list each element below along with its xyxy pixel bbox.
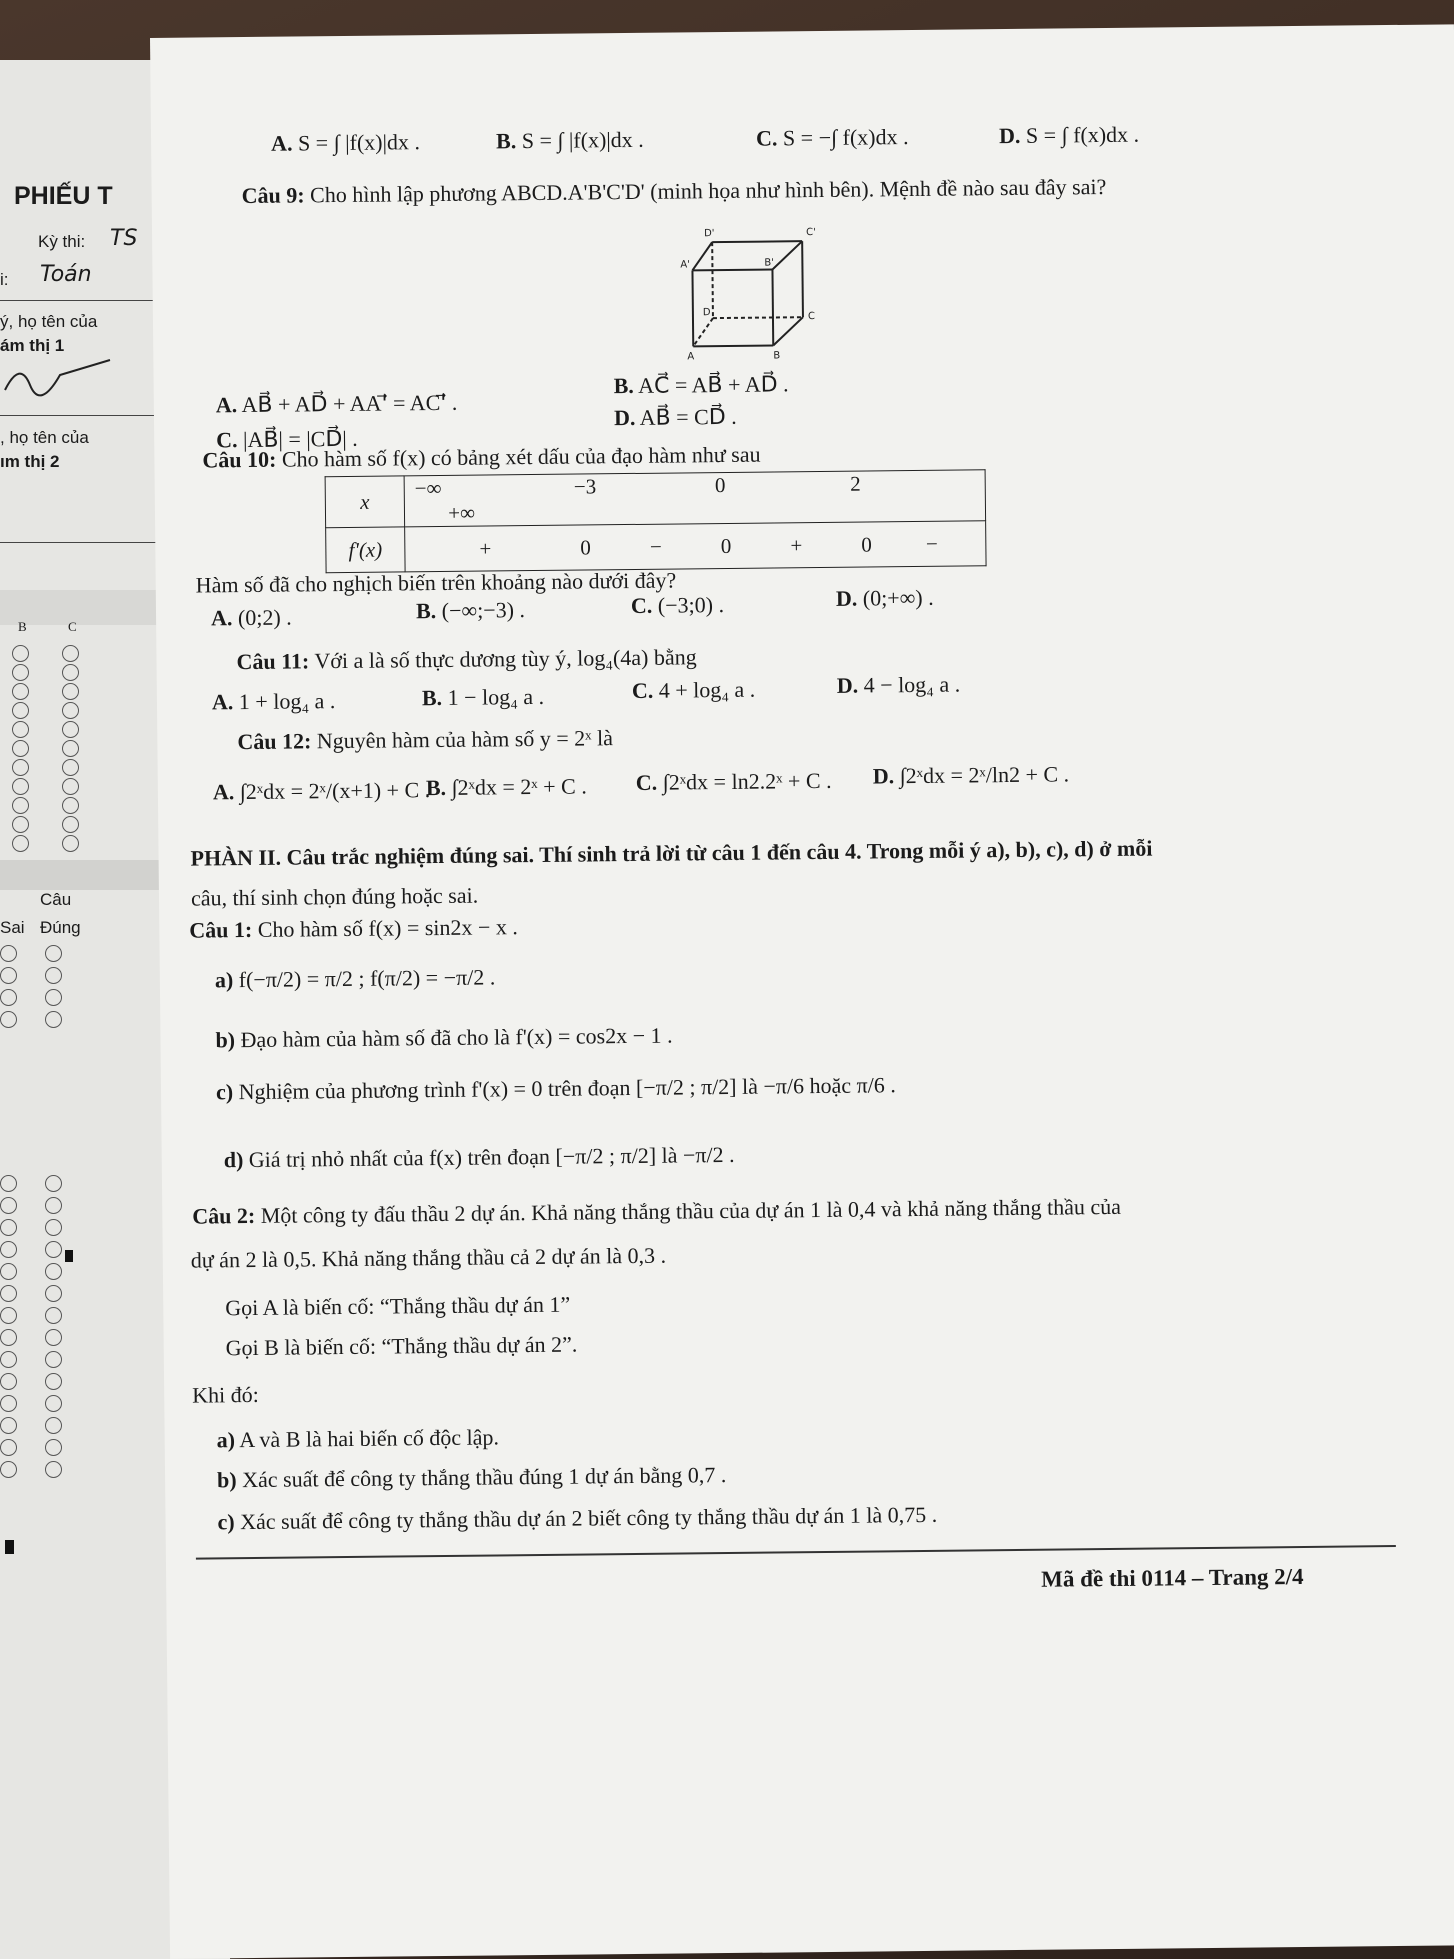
- q11-number: Câu 11:: [236, 648, 310, 675]
- q12-option-d-text: ∫2ˣdx = 2ˣ/ln2 + C .: [899, 761, 1070, 789]
- answer-bubble[interactable]: [62, 721, 79, 738]
- answer-bubble[interactable]: [0, 1417, 17, 1434]
- q8-option-d-label: D.: [998, 122, 1021, 149]
- p2q1-d: [224, 1142, 735, 1173]
- q12-option-a: [213, 777, 431, 805]
- answer-bubble[interactable]: [12, 740, 29, 757]
- answer-bubble[interactable]: [62, 702, 79, 719]
- answer-bubble[interactable]: [62, 797, 79, 814]
- q10-option-b-text: (−∞;−3) .: [441, 597, 526, 623]
- exam-label: Kỳ thi:: [38, 232, 86, 251]
- p2q2-c-label: c): [217, 1509, 235, 1535]
- exam-page: [150, 24, 1454, 1959]
- answer-sheet-title: PHIẾU T: [14, 182, 113, 210]
- q10-option-c-label: C.: [630, 592, 653, 618]
- answer-bubble[interactable]: [0, 1011, 17, 1028]
- q9-option-d-text: AB⃗ = CD⃗ .: [639, 403, 737, 430]
- answer-bubble[interactable]: [45, 1307, 62, 1324]
- column-header-b: B: [18, 619, 27, 634]
- answer-bubble[interactable]: [0, 1263, 17, 1280]
- cau-column-header: Câu: [40, 890, 72, 909]
- sign-value: 0: [861, 531, 872, 557]
- p2q1-c-text: Nghiệm của phương trình f'(x) = 0 trên đoạn [−π/2 ; π/2] là −π/6 hoặc π/6 .: [238, 1072, 896, 1105]
- q10-question: Hàm số đã cho nghịch biến trên khoảng nào dưới đây?: [195, 567, 677, 598]
- q12-option-a-label: A.: [212, 779, 235, 805]
- q8-option-d-text: S = ∫ f(x)dx .: [1025, 121, 1140, 148]
- footer-rule: [196, 1545, 1396, 1560]
- q9-stem: [242, 174, 1107, 208]
- x-value: −3: [573, 474, 597, 499]
- answer-bubble[interactable]: [12, 645, 29, 662]
- column-header-c: C: [68, 619, 77, 634]
- cube-figure: [672, 221, 833, 363]
- part2-heading: PHÀN II. Câu trắc nghiệm đúng sai. Thí sinh trả lời từ câu 1 đến câu 4. Trong mỗi ý a), b), c), d) ở mỗi: [190, 835, 1153, 871]
- q9-option-d: [614, 404, 737, 431]
- q9-number: Câu 9:: [241, 182, 305, 209]
- answer-bubble[interactable]: [12, 778, 29, 795]
- signature-1: [0, 350, 120, 420]
- q11-option-d-text: 4 − log₄ a .: [863, 671, 961, 698]
- cube-label-b-prime: B': [764, 257, 775, 269]
- p2q2-text-cont: dự án 2 là 0,5. Khả năng thắng thầu cả 2 dự án là 0,3 .: [190, 1242, 667, 1273]
- q8-option-b-text: S = ∫ |f(x)|dx .: [521, 126, 644, 154]
- q9-option-c-label: C.: [216, 427, 238, 453]
- q9-option-a-label: A.: [215, 392, 238, 418]
- x-value: 2: [850, 471, 861, 496]
- answer-bubble[interactable]: [0, 1329, 17, 1346]
- subject-label: i:: [0, 270, 9, 289]
- p2q2-event-b: Gọi B là biến cố: “Thắng thầu dự án 2”.: [225, 1331, 578, 1361]
- timing-mark: [5, 1540, 14, 1554]
- footer-page-code: Mã đề thi 0114 – Trang 2/4: [1041, 1564, 1304, 1592]
- answer-bubble[interactable]: [62, 664, 79, 681]
- q9-option-a: [216, 390, 458, 418]
- q11-option-c-label: C.: [631, 677, 654, 703]
- answer-bubble[interactable]: [62, 778, 79, 795]
- q8-option-a-label: A.: [270, 130, 293, 156]
- q10-option-a-text: (0;2) .: [237, 604, 292, 631]
- q12-option-b-label: B.: [425, 774, 447, 801]
- answer-bubble[interactable]: [12, 835, 29, 852]
- cube-label-c-prime: C': [806, 227, 816, 239]
- q11-option-b-text: 1 − log₄ a .: [447, 683, 545, 710]
- p2q2-b: [217, 1462, 727, 1493]
- q12-option-c-text: ∫2ˣdx = ln2.2ˣ + C .: [662, 767, 832, 795]
- q8-option-c-text: S = −∫ f(x)dx .: [782, 124, 909, 151]
- answer-bubble[interactable]: [0, 1219, 17, 1236]
- q8-option-c-label: C.: [755, 125, 778, 151]
- p2q1-a-label: a): [214, 967, 234, 993]
- answer-bubble[interactable]: [0, 1461, 17, 1478]
- timing-mark: [65, 1250, 73, 1262]
- p2q2-text: Một công ty đấu thầu 2 dự án. Khả năng thắng thầu của dự án 1 là 0,4 và khả năng thắng thầu của: [260, 1193, 1122, 1228]
- p2q1-b: [215, 1023, 672, 1053]
- x-value: 0: [714, 472, 726, 498]
- q9-option-b: [614, 371, 789, 398]
- q12-option-d-label: D.: [872, 763, 895, 789]
- answer-bubble[interactable]: [0, 1197, 17, 1214]
- answer-bubble[interactable]: [45, 1241, 62, 1258]
- q11-option-c: [632, 677, 756, 704]
- q12-text: Nguyên hàm của hàm số y = 2ˣ là: [316, 725, 614, 754]
- p2q1-a: [215, 964, 496, 992]
- q10-option-b: [416, 597, 525, 623]
- answer-bubble[interactable]: [12, 816, 29, 833]
- p2q2-stem: [192, 1194, 1121, 1229]
- q8-option-a: [271, 129, 420, 156]
- part2-heading-cont: câu, thí sinh chọn đúng hoặc sai.: [190, 882, 479, 911]
- sign-table-derivative-header: f'(x): [326, 527, 405, 573]
- examiner-2-label: ım thị 2: [0, 452, 60, 471]
- answer-bubble[interactable]: [0, 1241, 17, 1258]
- answer-bubble[interactable]: [12, 664, 29, 681]
- q11-option-b-label: B.: [421, 684, 443, 711]
- answer-bubble[interactable]: [45, 1373, 62, 1390]
- p2q1-number: Câu 1:: [189, 916, 253, 943]
- answer-bubble[interactable]: [45, 989, 62, 1006]
- sign-table: [325, 469, 987, 573]
- p2q1-c-label: c): [215, 1079, 234, 1105]
- q11-option-b: [422, 684, 544, 711]
- p2q1-text: Cho hàm số f(x) = sin2x − x .: [257, 914, 519, 942]
- q9-option-b-label: B.: [613, 372, 634, 399]
- q12-option-b: [426, 773, 587, 800]
- p2q1-stem: [189, 914, 518, 943]
- q9-option-d-label: D.: [613, 404, 636, 431]
- answer-bubble[interactable]: [45, 1461, 62, 1478]
- p2q2-khi-do: Khi đó:: [192, 1381, 259, 1408]
- q10-option-a: [211, 605, 292, 631]
- answer-bubble[interactable]: [45, 1011, 62, 1028]
- p2q2-event-a: Gọi A là biến cố: “Thắng thầu dự án 1”: [225, 1291, 571, 1321]
- answer-bubble[interactable]: [0, 1285, 17, 1302]
- p2q1-a-text: f(−π/2) = π/2 ; f(π/2) = −π/2 .: [238, 964, 496, 993]
- p2q1-c: [216, 1072, 896, 1104]
- divider: [0, 300, 170, 301]
- answer-bubble[interactable]: [45, 1197, 62, 1214]
- sign-table-x-header: x: [325, 476, 405, 528]
- q9-option-a-text: AB⃗ + AD⃗ + AA'⃗ = AC'⃗ .: [241, 389, 458, 418]
- q9-option-b-text: AC⃗ = AB⃗ + AD⃗ .: [638, 371, 789, 398]
- examiner-1-name-label: ý, họ tên của: [0, 312, 98, 331]
- q10-stem: [202, 442, 760, 473]
- q12-option-b-text: ∫2ˣdx = 2ˣ + C .: [451, 773, 587, 800]
- answer-bubble[interactable]: [45, 1395, 62, 1412]
- examiner-2-name-label: , họ tên của: [0, 428, 89, 447]
- q12-stem: [237, 725, 613, 754]
- q10-option-c: [631, 592, 724, 618]
- q10-option-d-label: D.: [835, 585, 858, 611]
- true-column-header: Đúng: [40, 918, 81, 937]
- q12-option-a-text: ∫2ˣdx = 2ˣ/(x+1) + C .: [239, 777, 431, 805]
- sign-value: +: [790, 532, 803, 557]
- q11-option-d: [837, 672, 961, 699]
- p2q2-number: Câu 2:: [192, 1202, 256, 1229]
- p2q1-b-label: b): [215, 1027, 236, 1053]
- answer-bubble[interactable]: [45, 1351, 62, 1368]
- false-column-header: Sai: [0, 918, 25, 937]
- answer-bubble[interactable]: [45, 1175, 62, 1192]
- cube-label-c: C: [807, 311, 815, 323]
- answer-bubble[interactable]: [0, 1373, 17, 1390]
- answer-bubble[interactable]: [45, 967, 62, 984]
- answer-bubble[interactable]: [45, 1219, 62, 1236]
- q9-text: Cho hình lập phương ABCD.A'B'C'D' (minh họa như hình bên). Mệnh đề nào sau đây sai?: [309, 173, 1107, 208]
- q12-option-d: [873, 761, 1070, 788]
- q8-option-b-label: B.: [495, 128, 517, 154]
- sign-value: +: [479, 535, 492, 561]
- answer-bubble[interactable]: [45, 1439, 62, 1456]
- answer-bubble[interactable]: [62, 835, 79, 852]
- cube-label-d-prime: D': [704, 228, 715, 240]
- q11-option-a-text: 1 + log₄ a .: [238, 688, 336, 715]
- answer-bubble[interactable]: [62, 759, 79, 776]
- answer-bubble[interactable]: [62, 645, 79, 662]
- answer-bubble[interactable]: [45, 1263, 62, 1280]
- answer-bubble[interactable]: [12, 797, 29, 814]
- cube-label-a: A: [687, 351, 695, 363]
- q10-option-a-label: A.: [210, 605, 233, 631]
- answer-bubble[interactable]: [12, 721, 29, 738]
- q12-number: Câu 12:: [237, 728, 312, 755]
- q11-option-a: [212, 688, 336, 715]
- cube-label-a-prime: A': [680, 259, 691, 271]
- x-value: −∞: [414, 475, 442, 501]
- answer-bubble[interactable]: [45, 945, 62, 962]
- q10-number: Câu 10:: [202, 446, 277, 473]
- answer-bubble[interactable]: [12, 683, 29, 700]
- sign-value: −: [925, 531, 938, 556]
- answer-bubble[interactable]: [45, 1417, 62, 1434]
- p2q1-d-label: d): [223, 1147, 244, 1173]
- answer-bubble[interactable]: [62, 816, 79, 833]
- answer-bubble[interactable]: [0, 1307, 17, 1324]
- q11-option-d-label: D.: [836, 672, 859, 698]
- q9-option-c-text: |AB⃗| = |CD⃗| .: [242, 425, 358, 453]
- q11-text: Với a là số thực dương tùy ý, log₄(4a) bằng: [314, 644, 697, 674]
- q10-text: Cho hàm số f(x) có bảng xét dấu của đạo hàm như sau: [281, 441, 761, 472]
- sign-table-x-row: [404, 470, 986, 527]
- answer-bubble[interactable]: [0, 1395, 17, 1412]
- subject-handwritten: Toán: [40, 262, 92, 287]
- examiner-1-label: ám thị 1: [0, 336, 65, 355]
- sign-value: −: [649, 534, 662, 559]
- x-value: +∞: [448, 500, 476, 525]
- exam-handwritten: TS: [110, 226, 138, 251]
- answer-bubble[interactable]: [12, 759, 29, 776]
- q10-option-d: [836, 585, 934, 611]
- answer-bubble[interactable]: [45, 1329, 62, 1346]
- q8-option-c: [756, 124, 909, 151]
- p2q2-a: [217, 1424, 500, 1452]
- q10-option-b-label: B.: [415, 598, 437, 624]
- p2q1-d-text: Giá trị nhỏ nhất của f(x) trên đoạn [−π/2 ; π/2] là −π/2 .: [248, 1141, 735, 1173]
- cube-label-d: D: [702, 307, 711, 319]
- q10-option-c-text: (−3;0) .: [657, 592, 725, 618]
- q12-option-c-label: C.: [635, 769, 658, 795]
- answer-bubble[interactable]: [0, 1175, 17, 1192]
- cube-label-b: B: [773, 350, 781, 362]
- p2q1-b-text: Đạo hàm của hàm số đã cho là f'(x) = cos2x − 1 .: [240, 1022, 673, 1053]
- q8-option-a-text: S = ∫ |f(x)|dx .: [297, 129, 421, 156]
- answer-bubble[interactable]: [0, 945, 17, 962]
- answer-bubble[interactable]: [62, 683, 79, 700]
- q11-option-c-text: 4 + log₄ a .: [658, 676, 756, 703]
- sign-value: 0: [580, 534, 591, 560]
- p2q2-c: [217, 1502, 937, 1535]
- answer-bubble[interactable]: [45, 1285, 62, 1302]
- answer-bubble[interactable]: [12, 702, 29, 719]
- sign-value: 0: [720, 533, 732, 558]
- p2q2-b-label: b): [216, 1467, 237, 1493]
- answer-bubble[interactable]: [0, 967, 17, 984]
- q11-option-a-label: A.: [211, 689, 234, 715]
- p2q2-b-text: Xác suất để công ty thắng thầu đúng 1 dự án bằng 0,7 .: [242, 1462, 727, 1493]
- answer-bubble[interactable]: [0, 989, 17, 1006]
- answer-bubble[interactable]: [0, 1351, 17, 1368]
- q8-option-b: [496, 127, 644, 154]
- q11-stem: [236, 644, 696, 674]
- q12-option-c: [636, 768, 832, 795]
- sign-table-derivative-row: [405, 521, 986, 572]
- q8-option-d: [999, 122, 1139, 149]
- p2q2-a-label: a): [216, 1427, 236, 1453]
- q10-option-d-text: (0;+∞) .: [862, 584, 934, 611]
- answer-bubble[interactable]: [62, 740, 79, 757]
- p2q2-a-text: A và B là hai biến cố độc lập.: [239, 1424, 500, 1453]
- answer-bubble[interactable]: [0, 1439, 17, 1456]
- p2q2-c-text: Xác suất để công ty thắng thầu dự án 2 biết công ty thắng thầu dự án 1 là 0,75 .: [240, 1501, 938, 1535]
